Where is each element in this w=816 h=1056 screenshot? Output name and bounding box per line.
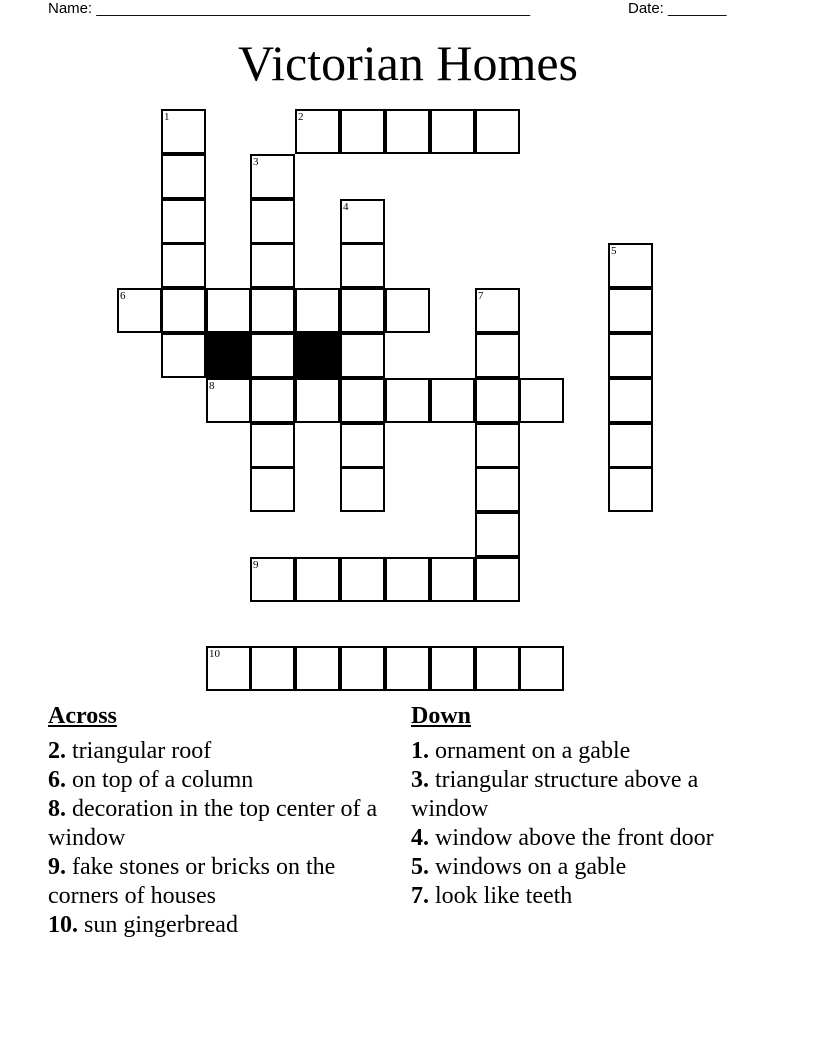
clue-item xyxy=(48,766,378,795)
grid-cell[interactable] xyxy=(295,646,340,691)
grid-cell[interactable] xyxy=(475,423,520,468)
grid-cell[interactable] xyxy=(161,109,206,154)
blocked-cell xyxy=(206,333,251,378)
blocked-cell xyxy=(295,333,340,378)
clue-number: 9 xyxy=(253,559,259,571)
clue-item-number: 6. xyxy=(48,767,66,793)
clue-item-number: 10. xyxy=(48,912,78,938)
grid-cell[interactable] xyxy=(475,557,520,602)
clue-item-text: fake stones or bricks on the corners of houses xyxy=(48,854,336,909)
clue-item xyxy=(48,795,378,853)
grid-cell[interactable] xyxy=(475,109,520,154)
clue-number: 8 xyxy=(209,380,215,392)
grid-cell[interactable] xyxy=(608,333,653,378)
grid-cell[interactable] xyxy=(340,378,385,423)
grid-cell[interactable] xyxy=(430,109,475,154)
grid-cell[interactable] xyxy=(608,423,653,468)
grid-cell[interactable] xyxy=(250,199,295,244)
grid-cell[interactable] xyxy=(340,423,385,468)
clue-item-number: 3. xyxy=(411,767,429,793)
clue-number: 4 xyxy=(343,201,349,213)
grid-cell[interactable] xyxy=(608,243,653,288)
grid-cell[interactable] xyxy=(475,288,520,333)
grid-cell[interactable] xyxy=(430,646,475,691)
clue-item-text: sun gingerbread xyxy=(78,912,238,938)
grid-cell[interactable] xyxy=(250,646,295,691)
down-heading: Down xyxy=(411,703,472,729)
grid-cell[interactable] xyxy=(250,333,295,378)
date-field[interactable]: Date: _______ xyxy=(628,0,727,17)
grid-cell[interactable] xyxy=(475,378,520,423)
clue-item-number: 8. xyxy=(48,796,66,822)
clue-item-number: 2. xyxy=(48,738,66,764)
clue-item-number: 1. xyxy=(411,738,429,764)
grid-cell[interactable] xyxy=(475,512,520,557)
grid-cell[interactable] xyxy=(161,333,206,378)
grid-cell[interactable] xyxy=(430,557,475,602)
clue-item xyxy=(48,911,378,940)
clue-item-text: window above the front door xyxy=(429,825,714,851)
clue-item-text: windows on a gable xyxy=(429,854,627,880)
grid-cell[interactable] xyxy=(519,646,564,691)
grid-cell[interactable] xyxy=(340,333,385,378)
grid-cell[interactable] xyxy=(340,199,385,244)
clue-item xyxy=(411,882,751,911)
clue-item-text: look like teeth xyxy=(429,883,573,909)
clue-item xyxy=(411,737,751,766)
grid-cell[interactable] xyxy=(117,288,162,333)
grid-cell[interactable] xyxy=(161,288,206,333)
grid-cell[interactable] xyxy=(340,243,385,288)
grid-cell[interactable] xyxy=(161,154,206,199)
clue-item-text: on top of a column xyxy=(66,767,254,793)
grid-cell[interactable] xyxy=(295,557,340,602)
clue-number: 7 xyxy=(478,290,484,302)
grid-cell[interactable] xyxy=(385,646,430,691)
grid-cell[interactable] xyxy=(340,557,385,602)
clue-number: 3 xyxy=(253,156,259,168)
clue-item xyxy=(411,766,751,824)
grid-cell[interactable] xyxy=(161,243,206,288)
grid-cell[interactable] xyxy=(340,109,385,154)
grid-cell[interactable] xyxy=(340,467,385,512)
grid-cell[interactable] xyxy=(295,109,340,154)
clue-item-number: 7. xyxy=(411,883,429,909)
grid-cell[interactable] xyxy=(475,467,520,512)
grid-cell[interactable] xyxy=(250,557,295,602)
grid-cell[interactable] xyxy=(340,646,385,691)
grid-cell[interactable] xyxy=(608,467,653,512)
grid-cell[interactable] xyxy=(519,378,564,423)
grid-cell[interactable] xyxy=(385,109,430,154)
clue-item-text: ornament on a gable xyxy=(429,738,631,764)
clue-item xyxy=(48,737,378,766)
grid-cell[interactable] xyxy=(161,199,206,244)
down-clues xyxy=(411,702,751,911)
grid-cell[interactable] xyxy=(250,288,295,333)
across-clues xyxy=(48,702,378,940)
grid-cell[interactable] xyxy=(608,288,653,333)
grid-cell[interactable] xyxy=(206,288,251,333)
grid-cell[interactable] xyxy=(340,288,385,333)
clue-item-number: 9. xyxy=(48,854,66,880)
clue-item-number: 5. xyxy=(411,854,429,880)
clue-number: 2 xyxy=(298,111,304,123)
page-title: Victorian Homes xyxy=(238,35,578,91)
clue-item xyxy=(411,853,751,882)
clue-item xyxy=(411,824,751,853)
grid-cell[interactable] xyxy=(250,423,295,468)
grid-cell[interactable] xyxy=(608,378,653,423)
grid-cell[interactable] xyxy=(475,646,520,691)
grid-cell[interactable] xyxy=(206,646,251,691)
clue-number: 1 xyxy=(164,111,170,123)
grid-cell[interactable] xyxy=(250,378,295,423)
across-heading: Across xyxy=(48,703,117,729)
clue-item-number: 4. xyxy=(411,825,429,851)
grid-cell[interactable] xyxy=(385,557,430,602)
grid-cell[interactable] xyxy=(206,378,251,423)
grid-cell[interactable] xyxy=(475,333,520,378)
grid-cell[interactable] xyxy=(430,378,475,423)
clue-item xyxy=(48,853,378,911)
grid-cell[interactable] xyxy=(250,154,295,199)
grid-cell[interactable] xyxy=(295,378,340,423)
grid-cell[interactable] xyxy=(385,288,430,333)
clue-number: 10 xyxy=(209,648,220,660)
grid-cell[interactable] xyxy=(250,243,295,288)
clue-item-text: triangular roof xyxy=(66,738,212,764)
name-field[interactable]: Name: ____________________________________________________ xyxy=(48,0,531,17)
clue-number: 6 xyxy=(120,290,126,302)
grid-cell[interactable] xyxy=(385,378,430,423)
grid-cell[interactable] xyxy=(250,467,295,512)
clue-item-text: decoration in the top center of a window xyxy=(48,796,378,851)
clue-item-text: triangular structure above a window xyxy=(411,767,699,822)
clue-number: 5 xyxy=(611,245,617,257)
grid-cell[interactable] xyxy=(295,288,340,333)
